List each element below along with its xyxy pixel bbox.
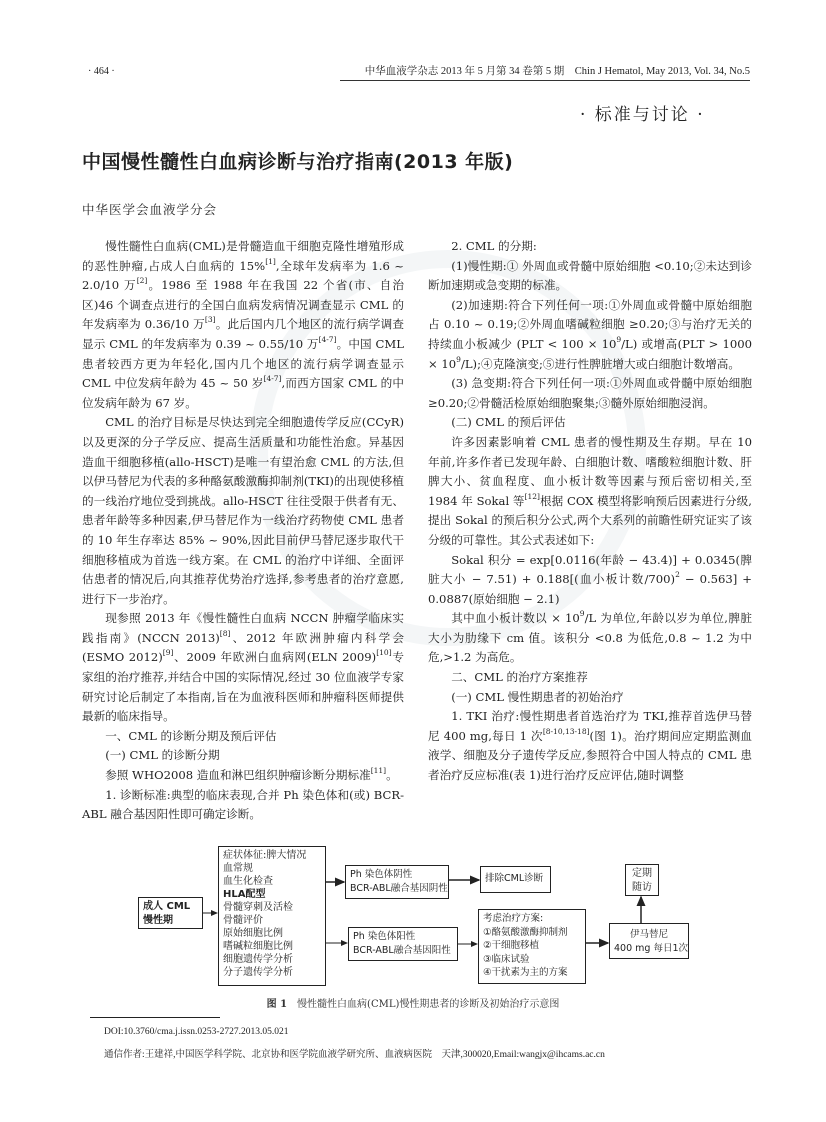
box-line: 症状体征:脾大情况 <box>223 850 307 861</box>
citation-superscript: [3] <box>204 315 216 325</box>
box-line: ③临床试验 <box>483 953 530 965</box>
box-line: 骨髓评价 <box>223 915 263 926</box>
citation-superscript: [1] <box>265 256 276 266</box>
text-run: (图 1)。治疗期间应定期监测血液学、细胞及分子遗传学反应,参照符合中国人特点的 CML 患者治疗反应标准(表 1)进行治疗反应评估,随时调整 <box>428 728 752 783</box>
text-run: 参照 WHO2008 造血和淋巴组织肿瘤诊断分期标准 <box>105 768 371 783</box>
text-run: Sokal 积分 = exp[0.0116(年龄 − 43.4)] + 0.0345(脾脏大小 − 7.51) + 0.188[(血小板计数/700) <box>428 552 752 587</box>
text-run: (1)慢性期:① 外周血或骨髓中原始细胞 <0.10;②未达到诊断加速期或急变期的标准。 <box>428 258 752 293</box>
text-run: 许多因素影响着 CML 患者的慢性期及生存期。早在 10 年前,许多作者已发现年龄、白细胞计数、嗜酸粒细胞计数、肝脾大小、贫血程度、血小板计数等因素与预后密切相关,至 1984 年 Sokal 等 <box>428 434 752 508</box>
text-run: ,而西方国家 CML 的中位发病年龄为 67 岁。 <box>82 376 405 410</box>
box-line: Ph 染色体阴性 <box>350 869 413 880</box>
citation-superscript: 9 <box>456 354 461 364</box>
text-run: /L 为单位,年龄以岁为单位,脾脏大小为肋缘下 cm 值。该积分 <0.8 为低危,0.8 ~ 1.2 为中危,>1.2 为高危。 <box>428 611 752 665</box>
box-line: 伊马替尼 <box>629 929 668 940</box>
text-run: 。1986 至 1988 年在我国 22 个省(市、自治区)46 个调查点进行的全国白血病发病情况调查显示 CML 的年发病率为 0.36/10 万 <box>82 278 404 332</box>
text-run: ,全球年发病率为 1.6 ~ 2.0/10 万 <box>82 258 404 293</box>
citation-superscript: 9 <box>579 609 585 619</box>
text-run: 专家组的治疗推荐,并结合中国的实际情况,经过 30 位血液学专家研究讨论后制定了本指南,旨在为血液科医师和肿瘤科医师提供最新的临床指导。 <box>82 650 404 724</box>
ph-positive-box <box>348 927 458 961</box>
text-run: 。此后国内几个地区的流行病学调查显示 CML 的年发病率为 0.39 ~ 0.55/10 万 <box>82 317 404 351</box>
ph-negative-box <box>345 865 449 899</box>
footnote-divider <box>90 1017 220 1018</box>
text-run: 、2012 年欧洲肿瘤内科学会(ESMO 2012) <box>82 630 404 665</box>
citation-superscript: [4-7] <box>263 374 282 384</box>
text-run: 1. 诊断标准:典型的临床表现,合并 Ph 染色体和(或) BCR-ABL 融合基因阳性即可确定诊断。 <box>82 787 404 822</box>
text-run: 二、CML 的治疗方案推荐 <box>451 670 588 685</box>
citation-superscript: [4-7] <box>318 334 337 344</box>
box-line: 随访 <box>632 881 652 893</box>
box-line: 原始细胞比例 <box>223 928 283 939</box>
box-line: 慢性期 <box>143 914 173 926</box>
box-line: 定期 <box>632 868 652 879</box>
box-line: 成人 CML <box>143 901 191 912</box>
follow-up-box <box>625 864 659 896</box>
citation-superscript: [8-10,13-18] <box>542 726 590 736</box>
box-line: Ph 染色体阳性 <box>353 931 416 942</box>
box-line: 考虑治疗方案: <box>483 913 544 924</box>
correspondence-note: 通信作者:王建祥,中国医学科学院、北京协和医学院血液学研究所、血液病医院 天津,300020,Email:wangjx@ihcams.ac.cn <box>104 1050 605 1060</box>
box-line: 血常规 <box>223 863 253 874</box>
start-box <box>138 897 203 929</box>
citation-superscript: 2 <box>675 570 680 580</box>
article-author: 中华医学会血液学分会 <box>82 202 218 217</box>
figure-caption <box>0 995 826 1010</box>
box-line: 细胞遗传学分析 <box>223 954 293 965</box>
box-line: HLA配型 <box>223 889 266 900</box>
article-title: 中国慢性髓性白血病诊断与治疗指南(2013 年版) <box>82 151 514 173</box>
text-run: (一) CML 的诊断分期 <box>105 748 220 763</box>
box-line: BCR-ABL融合基因阴性 <box>350 882 448 894</box>
caption-text: 慢性髓性白血病(CML)慢性期患者的诊断及初始治疗示意图 <box>297 999 560 1010</box>
text-run: 。中国 CML 患者较西方更为年轻化,国内几个地区的流行病学调查显示 CML 中位发病年龄为 45 ~ 50 岁 <box>82 336 404 391</box>
citation-superscript: [9] <box>162 648 174 658</box>
box-line: 骨髓穿刺及活检 <box>223 902 293 913</box>
workup-box <box>218 846 326 986</box>
box-line: BCR-ABL融合基因阳性 <box>353 944 451 956</box>
box-line: ①酪氨酸激酶抑制剂 <box>483 926 568 938</box>
text-run: (2)加速期:符合下列任何一项:①外周血或骨髓中原始细胞占 0.10 ~ 0.19;②外周血嗜碱粒细胞 ≥0.20;③与治疗无关的持续血小板减少 (PLT < 100 × 10 <box>428 297 752 351</box>
exclude-cml-box: 排除CML诊断 <box>480 866 551 893</box>
text-run: 2. CML 的分期: <box>451 239 537 253</box>
text-run: − 0.563] + 0.0887(原始细胞 − 2.1) <box>428 572 752 606</box>
citation-superscript: [2] <box>136 276 148 286</box>
citation-superscript: [11] <box>370 766 387 776</box>
text-run: 其中血小板计数以 × 10 <box>451 611 580 626</box>
box-line: 血生化检查 <box>223 876 273 887</box>
text-run: /L);④克隆演变;⑤进行性脾脏增大或白细胞计数增高。 <box>460 356 740 371</box>
section-tag: · 标准与讨论 · <box>580 105 705 125</box>
caption-label: 图 1 <box>266 999 288 1010</box>
text-run: 慢性髓性白血病(CML)是骨髓造血干细胞克隆性增殖形成的恶性肿瘤,占成人白血病的 15% <box>82 239 404 273</box>
citation-superscript: [12] <box>524 491 540 501</box>
text-run: (一) CML 慢性期患者的初始治疗 <box>451 689 624 704</box>
doi: DOI:10.3760/cma.j.issn.0253-2727.2013.05.021 <box>104 1027 289 1037</box>
box-line: 400 mg 每日1次 <box>614 942 689 954</box>
text-run: 。 <box>386 768 398 783</box>
text-run: 一、CML 的诊断分期及预后评估 <box>105 728 277 743</box>
text-run: CML 的治疗目标是尽快达到完全细胞遗传学反应(CCyR)以及更深的分子学反应、提高生活质量和功能性治愈。异基因造血干细胞移植(allo-HSCT)是唯一有望治愈 CML 的方法,但以伊马替尼为代表的多种酪氨酸激酶抑制剂(TKI)的出现使移植的一线治疗地位受到挑战。allo-HSCT 往往受限于供者有无、患者年龄等多种因素,伊马替尼作为一线治疗药物使 CML 患者的 10 年生存率达 85% ~ 90%,因此目前伊马替尼逐步取代干细胞移植成为首选一线方案。在 CML 的治疗中详细、全面评估患者的情况后,向其推荐优势治疗选择,参考患者的治疗意愿,进行下一步治疗。 <box>82 415 404 606</box>
treatment-options-box <box>478 909 586 984</box>
text-run: 根据 COX 模型将影响预后因素进行分级,提出 Sokal 的预后积分公式,两个大系列的前瞻性研究证实了该分级的可靠性。其公式表述如下: <box>428 493 752 547</box>
text-run: 现参照 2013 年《慢性髓性白血病 NCCN 肿瘤学临床实践指南》(NCCN 2013) <box>82 611 404 645</box>
journal-running-header: 中华血液学杂志 2013 年 5 月第 34 卷第 5 期 Chin J Hematol, May 2013, Vol. 34, No.5 <box>340 63 750 81</box>
citation-superscript: [10] <box>376 648 392 658</box>
box-line: ④干扰素为主的方案 <box>483 967 568 978</box>
box-line: 分子遗传学分析 <box>223 967 293 978</box>
text-run: 、2009 年欧洲白血病网(ELN 2009) <box>173 650 377 665</box>
text-run: 1. TKI 治疗:慢性期患者首选治疗为 TKI,推荐首选伊马替尼 400 mg,每日 1 次 <box>428 709 752 743</box>
box-line: ②干细胞移植 <box>483 940 540 951</box>
text-run: (二) CML 的预后评估 <box>451 415 566 430</box>
text-run: (3) 急变期:符合下列任何一项:①外周血或骨髓中原始细胞 ≥0.20;②骨髓活检原始细胞聚集;③髓外原始细胞浸润。 <box>428 376 752 410</box>
citation-superscript: 9 <box>616 334 622 344</box>
citation-superscript: [8] <box>219 628 231 638</box>
imatinib-box <box>609 923 689 959</box>
box-line: 嗜碱粒细胞比例 <box>223 941 293 952</box>
text-run: /L) 或增高(PLT > 1000 × 10 <box>428 336 752 371</box>
page-number: · 464 · <box>88 66 115 77</box>
